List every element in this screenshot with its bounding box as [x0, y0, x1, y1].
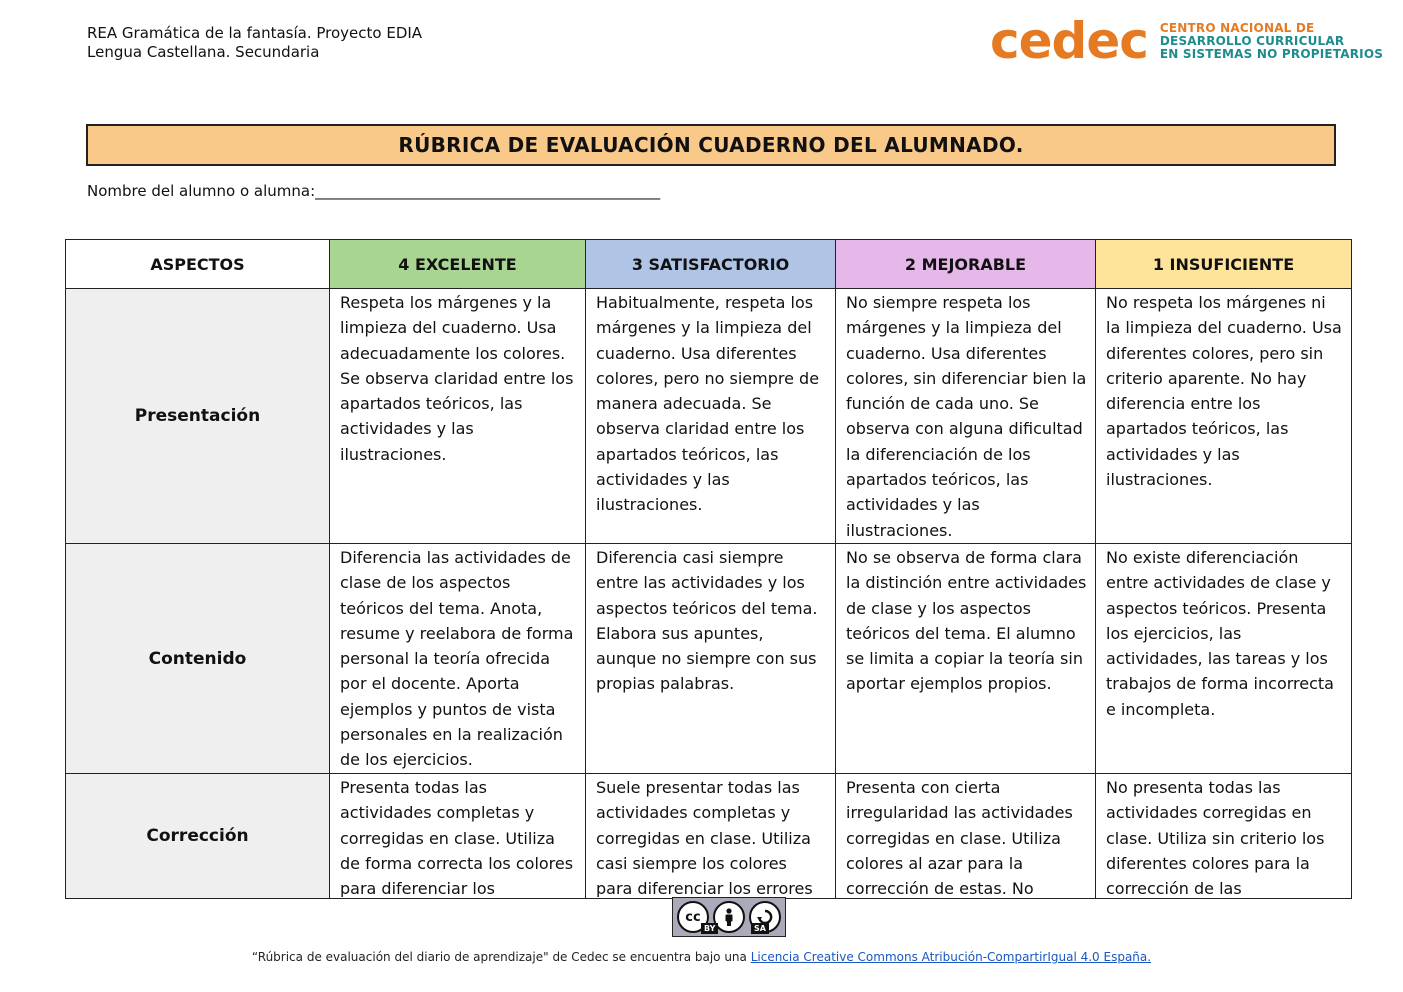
student-name-line: Nombre del alumno o alumna:______________________________________________ [87, 182, 661, 200]
license-footer [0, 950, 1403, 964]
table-cell: No se observa de forma clara la distinción entre actividades de clase y los aspectos teóricos del tema. El alumno se limita a copiar la teoría sin aportar ejemplos propios. [836, 544, 1096, 774]
cedec-logo [990, 14, 1383, 68]
cell-text: No presenta todas las actividades corregidas en clase. Utiliza sin criterio los diferentes colores para la corrección de las [1106, 778, 1325, 897]
table-row [66, 289, 1352, 544]
table-cell [1096, 774, 1352, 899]
logo-sub-line-1: CENTRO NACIONAL DE [1159, 20, 1315, 35]
header-satisfactorio: 3 SATISFACTORIO [586, 240, 836, 289]
header-line-2: Lengua Castellana. Secundaria [87, 43, 320, 61]
table-cell [836, 774, 1096, 899]
cell-text: Presenta con cierta irregularidad las actividades corregidas en clase. Utiliza colores al azar para la corrección de estas. No [846, 778, 1073, 897]
table-cell [586, 774, 836, 899]
license-link[interactable]: Licencia Creative Commons Atribución-CompartirIgual 4.0 España. [750, 950, 1152, 964]
aspect-presentacion: Presentación [66, 289, 330, 544]
footer-text: “Rúbrica de evaluación del diario de aprendizaje" de Cedec se encuentra bajo una [251, 950, 751, 964]
header-insuficiente: 1 INSUFICIENTE [1096, 240, 1352, 289]
header-mejorable: 2 MEJORABLE [836, 240, 1096, 289]
creative-commons-badge[interactable] [672, 897, 786, 937]
table-cell: Habitualmente, respeta los márgenes y la limpieza del cuaderno. Usa diferentes colores, pero no siempre de manera adecuada. Se observa claridad entre los apartados teóricos, las actividades y las ilustraciones. [586, 289, 836, 544]
table-row [66, 544, 1352, 774]
logo-sub-line-3: EN SISTEMAS NO PROPIETARIOS [1159, 46, 1384, 61]
sa-label: SA [751, 923, 769, 934]
table-cell: No siempre respeta los márgenes y la limpieza del cuaderno. Usa diferentes colores, sin diferenciar bien la función de cada uno. Se observa con alguna dificultad la diferenciación de los apartados teóricos, las actividades y las ilustraciones. [836, 289, 1096, 544]
header-aspectos: ASPECTOS [66, 240, 330, 289]
logo-word: cedec [990, 12, 1148, 70]
aspect-correccion: Corrección [66, 774, 330, 899]
by-label: BY [701, 923, 718, 934]
table-cell: No respeta los márgenes ni la limpieza del cuaderno. Usa diferentes colores, pero sin criterio aparente. No hay diferencia entre los apartados teóricos, las actividades y las ilustraciones. [1096, 289, 1352, 544]
cell-text: Suele presentar todas las actividades completas y corregidas en clase. Utiliza casi siempre los colores para diferenciar los errores [596, 778, 813, 897]
table-cell [330, 774, 586, 899]
rubric-table [65, 239, 1352, 899]
table-header-row [66, 240, 1352, 289]
table-cell: No existe diferenciación entre actividades de clase y aspectos teóricos. Presenta los ejercicios, las actividades, las tareas y los trabajos de forma incorrecta e incompleta. [1096, 544, 1352, 774]
cc-icon: cc [677, 901, 709, 933]
header-excelente: 4 EXCELENTE [330, 240, 586, 289]
aspect-contenido: Contenido [66, 544, 330, 774]
header-line-1: REA Gramática de la fantasía. Proyecto EDIA [87, 24, 423, 42]
cell-text: Presenta todas las actividades completas y corregidas en clase. Utiliza de forma correcta los colores para diferenciar los [340, 778, 574, 897]
table-cell: Respeta los márgenes y la limpieza del cuaderno. Usa adecuadamente los colores. Se observa claridad entre los apartados teóricos, las actividades y las ilustraciones. [330, 289, 586, 544]
rubric-title: RÚBRICA DE EVALUACIÓN CUADERNO DEL ALUMNADO. [86, 124, 1336, 166]
logo-sub-line-2: DESARROLLO CURRICULAR [1159, 33, 1345, 48]
table-cell: Diferencia casi siempre entre las actividades y los aspectos teóricos del tema. Elabora sus apuntes, aunque no siempre con sus propias palabras. [586, 544, 836, 774]
table-cell: Diferencia las actividades de clase de los aspectos teóricos del tema. Anota, resume y reelabora de forma personal la teoría ofrecida por el docente. Aporta ejemplos y puntos de vista personales en la realización de los ejercicios. [330, 544, 586, 774]
table-row [66, 774, 1352, 899]
document-header [87, 24, 422, 62]
logo-subtitle [1160, 22, 1383, 61]
